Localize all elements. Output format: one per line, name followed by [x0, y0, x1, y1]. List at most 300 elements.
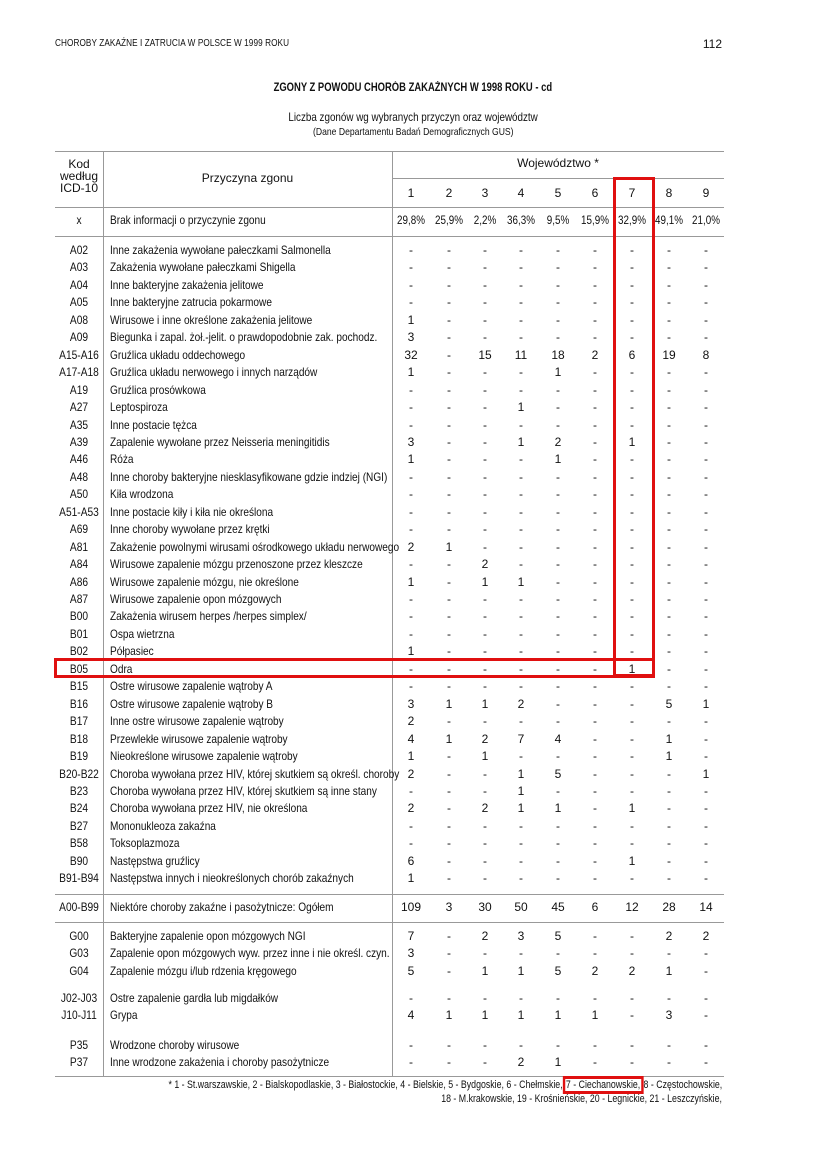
- table-row-value: -: [667, 452, 671, 467]
- table-row-value: 15: [478, 347, 492, 362]
- table-row-value: -: [556, 644, 560, 659]
- table-row-cause: Inne ostre wirusowe zapalenie wątroby: [110, 714, 284, 729]
- table-row-code: J02-J03: [60, 991, 98, 1005]
- table-row-value: -: [630, 243, 634, 257]
- page-number: 112: [702, 37, 722, 51]
- table-row-value: -: [447, 991, 451, 1005]
- table-row-value: 1: [481, 696, 489, 711]
- table-row-value: 1: [665, 731, 673, 746]
- table-row-cause: Nieokreślone wirusowe zapalenie wątroby: [110, 749, 298, 764]
- table-row-code: B02: [69, 644, 89, 659]
- table-row-code: B27: [69, 818, 89, 833]
- table-row-value: -: [483, 539, 487, 554]
- table-row-value: -: [593, 1038, 597, 1052]
- table-row-value: -: [409, 661, 413, 676]
- table-row-value: -: [667, 295, 671, 310]
- table-row-value: -: [704, 522, 708, 537]
- table-row-value: -: [519, 487, 523, 502]
- table-row-code: A04: [69, 277, 89, 292]
- table-row-value: -: [447, 853, 451, 868]
- table-row-value: 2: [481, 557, 489, 572]
- table-row-code: J10-J11: [61, 1008, 97, 1023]
- table-row-value: -: [593, 626, 597, 641]
- table-row-value: 6: [407, 853, 415, 868]
- table-row-value: -: [519, 260, 523, 275]
- data-source-note: (Dane Departamentu Badań Demograficznych GUS): [312, 126, 514, 138]
- table-row-value: -: [483, 679, 487, 694]
- table-row-code: B18: [69, 731, 89, 746]
- table-row-code: A87: [69, 592, 89, 606]
- table-row-value: -: [447, 818, 451, 833]
- table-row-value: 3: [665, 1008, 673, 1023]
- table-row-cause: Zapalenie opon mózgowych wyw. przez inne i nie określ. czyn.: [110, 946, 390, 961]
- col-header-code-line: Kod: [68, 157, 90, 171]
- info-row-value: 9,5%: [546, 213, 570, 227]
- table-row-cause: Wirusowe zapalenie mózgu przenoszone przez kleszcze: [110, 557, 363, 572]
- table-row-value: -: [556, 400, 560, 415]
- table-row-cause: Ostre wirusowe zapalenie wątroby B: [110, 696, 274, 711]
- info-row-value: 2,2%: [473, 213, 497, 227]
- table-row-cause: Ostre zapalenie gardła lub migdałków: [110, 991, 279, 1005]
- table-row-value: 19: [662, 347, 676, 362]
- table-row-value: -: [593, 243, 597, 257]
- table-row-value: -: [447, 783, 451, 798]
- table-row-value: -: [483, 382, 487, 397]
- table-row-value: -: [704, 504, 708, 519]
- table-row-value: 2: [702, 929, 710, 943]
- table-row-value: 2: [665, 929, 673, 943]
- table-row-value: -: [667, 434, 671, 449]
- table-row-value: -: [630, 400, 634, 415]
- table-row-value: -: [704, 644, 708, 659]
- table-row-value: -: [483, 609, 487, 624]
- info-row-value: 25,9%: [435, 213, 463, 227]
- table-row-code: B58: [69, 836, 89, 851]
- code-column-divider: [103, 151, 104, 1077]
- table-row-value: -: [593, 487, 597, 502]
- table-row-value: -: [593, 539, 597, 554]
- table-row-value: 1: [628, 661, 636, 676]
- table-row-value: 1: [554, 1055, 562, 1070]
- table-row-value: -: [704, 539, 708, 554]
- table-row-value: 1: [407, 871, 415, 886]
- total-row-value: 12: [625, 900, 639, 914]
- table-row-value: -: [667, 626, 671, 641]
- table-row-value: -: [704, 818, 708, 833]
- table-row-value: -: [593, 731, 597, 746]
- table-row-code: B15: [69, 679, 89, 694]
- table-row-value: -: [630, 522, 634, 537]
- table-row-code: B05: [69, 661, 89, 676]
- footnote-highlight-ciechanowskie: 7 - Ciechanowskie,: [565, 1079, 640, 1091]
- table-row-value: -: [667, 260, 671, 275]
- table-row-value: -: [593, 609, 597, 624]
- table-row-value: -: [593, 382, 597, 397]
- table-row-value: 2: [407, 539, 415, 554]
- table-row-value: -: [630, 609, 634, 624]
- table-row-value: -: [704, 557, 708, 572]
- table-row-value: -: [593, 783, 597, 798]
- table-row-value: -: [593, 469, 597, 484]
- table-row-value: -: [704, 330, 708, 345]
- table-row-value: -: [556, 557, 560, 572]
- table-row-value: -: [667, 714, 671, 729]
- table-row-value: 1: [628, 434, 636, 449]
- info-row-value: 49,1%: [655, 213, 683, 227]
- table-row-value: -: [447, 382, 451, 397]
- info-row-value: 32,9%: [618, 213, 646, 227]
- table-row-value: -: [704, 400, 708, 415]
- table-row-value: -: [519, 469, 523, 484]
- table-row-value: -: [593, 452, 597, 467]
- table-row-value: -: [667, 417, 671, 432]
- table-row-value: 1: [445, 1008, 453, 1023]
- table-row-value: -: [704, 749, 708, 764]
- table-row-cause: Gruźlica układu nerwowego i innych narządów: [110, 365, 318, 380]
- table-row-value: -: [630, 991, 634, 1005]
- col-header-region-7: 7: [628, 186, 636, 200]
- table-row-value: -: [483, 714, 487, 729]
- table-row-value: -: [409, 487, 413, 502]
- table-row-value: 1: [445, 539, 453, 554]
- table-row-value: -: [519, 714, 523, 729]
- table-row-value: -: [483, 783, 487, 798]
- table-row-value: -: [667, 504, 671, 519]
- table-row-value: -: [667, 679, 671, 694]
- table-row-value: -: [630, 871, 634, 886]
- table-row-value: -: [667, 991, 671, 1005]
- table-row-value: -: [630, 1055, 634, 1070]
- table-row-value: -: [556, 504, 560, 519]
- table-row-value: -: [667, 365, 671, 380]
- table-row-value: -: [593, 714, 597, 729]
- table-row-value: 3: [407, 434, 415, 449]
- table-row-value: -: [556, 539, 560, 554]
- table-row-value: -: [409, 592, 413, 606]
- table-subtitle: Liczba zgonów wg wybranych przyczyn oraz województw: [288, 110, 538, 124]
- table-row-code: B01: [69, 626, 89, 641]
- table-row-value: -: [630, 1038, 634, 1052]
- table-row-value: -: [630, 1008, 634, 1023]
- table-row-value: -: [704, 836, 708, 851]
- table-row-value: 1: [481, 1008, 489, 1023]
- table-row-value: 1: [702, 696, 710, 711]
- table-row-value: -: [447, 609, 451, 624]
- table-row-value: -: [593, 1055, 597, 1070]
- table-row-value: -: [667, 539, 671, 554]
- table-row-value: -: [483, 260, 487, 275]
- table-row-value: 1: [517, 574, 525, 589]
- table-row-cause: Bakteryjne zapalenie opon mózgowych NGI: [110, 929, 306, 943]
- table-row-code: G00: [69, 929, 89, 943]
- table-row-value: 8: [702, 347, 710, 362]
- table-row-value: -: [519, 946, 523, 961]
- table-row-value: -: [483, 661, 487, 676]
- table-row-value: -: [447, 434, 451, 449]
- table-row-value: -: [556, 946, 560, 961]
- table-row-value: -: [556, 626, 560, 641]
- table-row-value: -: [630, 365, 634, 380]
- table-row-value: -: [483, 836, 487, 851]
- table-row-cause: Przewlekłe wirusowe zapalenie wątroby: [110, 731, 288, 746]
- table-row-value: -: [483, 487, 487, 502]
- table-row-value: -: [593, 365, 597, 380]
- table-row-value: -: [409, 679, 413, 694]
- info-row-value: 15,9%: [581, 213, 609, 227]
- table-row-cause: Choroba wywołana przez HIV, której skutkiem są inne stany: [110, 783, 377, 798]
- table-row-value: -: [704, 295, 708, 310]
- col-header-code-line: ICD-10: [59, 181, 98, 195]
- table-row-value: -: [519, 243, 523, 257]
- table-row-value: -: [519, 592, 523, 606]
- table-row-value: -: [704, 592, 708, 606]
- running-header: CHOROBY ZAKAŹNE I ZATRUCIA W POLSCE W 1999 ROKU: [55, 38, 290, 49]
- table-row-value: -: [447, 661, 451, 676]
- table-row-value: -: [409, 836, 413, 851]
- table-row-value: -: [483, 522, 487, 537]
- table-row-cause: Wirusowe zapalenie opon mózgowych: [110, 592, 282, 606]
- footnote-line-2: 18 - M.krakowskie, 19 - Krośnieńskie, 20 - Legnickie, 21 - Leszczyńskie,: [441, 1093, 722, 1105]
- table-row-value: -: [447, 836, 451, 851]
- table-row-value: -: [556, 696, 560, 711]
- table-row-value: 1: [517, 766, 525, 781]
- table-row-value: -: [630, 260, 634, 275]
- table-row-value: -: [409, 382, 413, 397]
- table-row-value: -: [704, 1055, 708, 1070]
- table-row-value: -: [593, 295, 597, 310]
- table-row-value: 2: [481, 801, 489, 816]
- table-row-value: 1: [445, 696, 453, 711]
- table-row-cause: Inne choroby bakteryjne niesklasyfikowane gdzie indziej (NGI): [110, 469, 388, 484]
- table-row-value: -: [409, 557, 413, 572]
- table-row-code: G03: [69, 946, 89, 961]
- table-row-value: 3: [407, 330, 415, 345]
- table-row-value: 1: [481, 749, 489, 764]
- table-row-value: 4: [407, 731, 415, 746]
- table-row-value: -: [593, 801, 597, 816]
- table-row-value: -: [704, 469, 708, 484]
- table-row-value: -: [447, 749, 451, 764]
- table-row-value: -: [556, 469, 560, 484]
- table-row-value: -: [447, 277, 451, 292]
- info-row-value: 29,8%: [397, 213, 425, 227]
- table-row-value: 4: [407, 1008, 415, 1023]
- table-row-value: 3: [407, 946, 415, 961]
- table-row-value: -: [593, 749, 597, 764]
- table-row-value: -: [630, 929, 634, 943]
- table-row-value: -: [556, 679, 560, 694]
- table-row-value: -: [409, 295, 413, 310]
- table-row-value: 2: [517, 696, 525, 711]
- table-row-code: A03: [69, 260, 89, 275]
- table-row-value: -: [447, 644, 451, 659]
- table-row-value: -: [556, 609, 560, 624]
- table-row-value: 2: [517, 1055, 525, 1070]
- table-row-value: -: [519, 452, 523, 467]
- table-row-value: 2: [554, 434, 562, 449]
- table-row-value: 1: [517, 963, 525, 978]
- table-row-value: 5: [554, 963, 562, 978]
- table-row-value: -: [447, 330, 451, 345]
- table-row-value: -: [483, 766, 487, 781]
- cause-column-divider: [392, 151, 393, 1077]
- table-row-value: -: [593, 557, 597, 572]
- table-row-code: B24: [69, 801, 89, 816]
- table-row-value: 3: [407, 696, 415, 711]
- table-row-value: -: [483, 295, 487, 310]
- table-row-value: -: [704, 452, 708, 467]
- table-row-value: -: [519, 609, 523, 624]
- col-header-region-3: 3: [481, 186, 489, 200]
- table-row-value: -: [409, 260, 413, 275]
- table-row-value: -: [667, 557, 671, 572]
- table-row-value: -: [593, 818, 597, 833]
- table-row-cause: Odra: [110, 661, 133, 676]
- table-row-code: B90: [69, 853, 89, 868]
- table-row-value: 1: [591, 1008, 599, 1023]
- table-row-value: -: [630, 731, 634, 746]
- table-row-value: -: [409, 469, 413, 484]
- table-row-value: -: [447, 929, 451, 943]
- table-row-value: -: [667, 330, 671, 345]
- table-row-value: -: [483, 417, 487, 432]
- table-row-cause: Ospa wietrzna: [110, 626, 175, 641]
- table-row-value: 7: [517, 731, 525, 746]
- total-row-value: 14: [699, 900, 713, 914]
- table-row-value: 6: [628, 347, 636, 362]
- table-row-value: -: [630, 277, 634, 292]
- table-row-cause: Grypa: [110, 1008, 138, 1023]
- table-row-value: -: [519, 853, 523, 868]
- table-row-value: -: [519, 504, 523, 519]
- table-row-value: -: [704, 963, 708, 978]
- table-row-value: -: [704, 574, 708, 589]
- table-row-value: -: [593, 592, 597, 606]
- table-row-value: -: [704, 679, 708, 694]
- table-row-value: -: [630, 504, 634, 519]
- table-row-value: 2: [407, 801, 415, 816]
- table-row-value: -: [447, 946, 451, 961]
- table-row-value: -: [447, 714, 451, 729]
- table-row-value: 1: [665, 963, 673, 978]
- table-row-value: 2: [591, 963, 599, 978]
- table-row-value: -: [483, 243, 487, 257]
- table-row-value: -: [519, 661, 523, 676]
- table-row-value: -: [483, 277, 487, 292]
- table-row-value: -: [630, 469, 634, 484]
- table-row-value: -: [593, 946, 597, 961]
- table-row-value: 2: [481, 929, 489, 943]
- table-row-value: -: [593, 929, 597, 943]
- table-row-value: -: [447, 312, 451, 327]
- table-row-value: -: [447, 592, 451, 606]
- table-row-value: -: [519, 539, 523, 554]
- col-header-region-group: Województwo *: [517, 156, 599, 170]
- table-row-code: A35: [69, 417, 89, 432]
- table-row-value: -: [630, 487, 634, 502]
- table-row-value: 1: [554, 1008, 562, 1023]
- table-row-value: 1: [481, 963, 489, 978]
- table-row-value: -: [667, 871, 671, 886]
- table-row-value: -: [630, 818, 634, 833]
- table-row-cause: Gruźlica układu oddechowego: [110, 347, 246, 362]
- table-row-value: -: [409, 991, 413, 1005]
- col-header-region-5: 5: [554, 186, 562, 200]
- col-header-region-2: 2: [445, 186, 453, 200]
- table-row-value: -: [667, 522, 671, 537]
- table-row-value: 2: [591, 347, 599, 362]
- table-row-value: -: [704, 312, 708, 327]
- highlight-column-7: [613, 177, 655, 677]
- table-row-value: -: [556, 522, 560, 537]
- table-row-value: -: [483, 991, 487, 1005]
- total-bottom-rule: [55, 922, 724, 923]
- table-row-value: -: [667, 609, 671, 624]
- table-row-value: -: [519, 626, 523, 641]
- table-row-value: -: [519, 991, 523, 1005]
- table-row-cause: Choroba wywołana przez HIV, nie określona: [110, 801, 308, 816]
- col-header-region-1: 1: [407, 186, 415, 200]
- table-row-code: A15-A16: [59, 347, 99, 362]
- table-row-value: -: [519, 557, 523, 572]
- table-row-value: -: [447, 417, 451, 432]
- table-row-value: 5: [554, 929, 562, 943]
- table-row-value: -: [483, 1038, 487, 1052]
- table-row-value: -: [483, 853, 487, 868]
- table-row-code: A02: [69, 243, 89, 257]
- table-top-rule: [55, 151, 724, 152]
- table-row-value: -: [556, 661, 560, 676]
- table-row-value: -: [630, 783, 634, 798]
- region-subheader-rule: [392, 178, 724, 179]
- table-row-value: -: [409, 783, 413, 798]
- table-row-value: -: [483, 1055, 487, 1070]
- table-row-value: -: [556, 312, 560, 327]
- table-row-value: -: [667, 592, 671, 606]
- table-row-value: -: [667, 400, 671, 415]
- table-row-value: -: [556, 1038, 560, 1052]
- table-row-value: -: [447, 295, 451, 310]
- table-row-value: -: [519, 417, 523, 432]
- table-row-value: -: [409, 818, 413, 833]
- table-row-cause: Róża: [110, 452, 134, 467]
- table-row-value: -: [519, 679, 523, 694]
- table-row-value: -: [704, 382, 708, 397]
- table-row-value: -: [519, 312, 523, 327]
- table-row-value: -: [630, 644, 634, 659]
- table-row-value: -: [447, 766, 451, 781]
- table-row-cause: Zapalenie wywołane przez Neisseria meningitidis: [110, 434, 330, 449]
- table-row-value: -: [667, 277, 671, 292]
- table-row-value: 1: [407, 452, 415, 467]
- table-row-value: -: [447, 452, 451, 467]
- table-row-cause: Inne postacie tężca: [110, 417, 197, 432]
- table-row-value: -: [704, 853, 708, 868]
- table-row-value: 1: [517, 783, 525, 798]
- table-row-value: -: [667, 766, 671, 781]
- table-row-cause: Wirusowe zapalenie mózgu, nie określone: [110, 574, 299, 589]
- table-row-value: -: [667, 469, 671, 484]
- table-row-value: -: [704, 661, 708, 676]
- table-row-value: -: [556, 243, 560, 257]
- table-row-value: -: [556, 836, 560, 851]
- table-row-code: A86: [69, 574, 89, 589]
- table-row-value: 1: [554, 365, 562, 380]
- table-row-value: -: [704, 243, 708, 257]
- total-row-value: 30: [478, 900, 492, 914]
- table-row-value: -: [409, 1038, 413, 1052]
- table-row-value: -: [519, 277, 523, 292]
